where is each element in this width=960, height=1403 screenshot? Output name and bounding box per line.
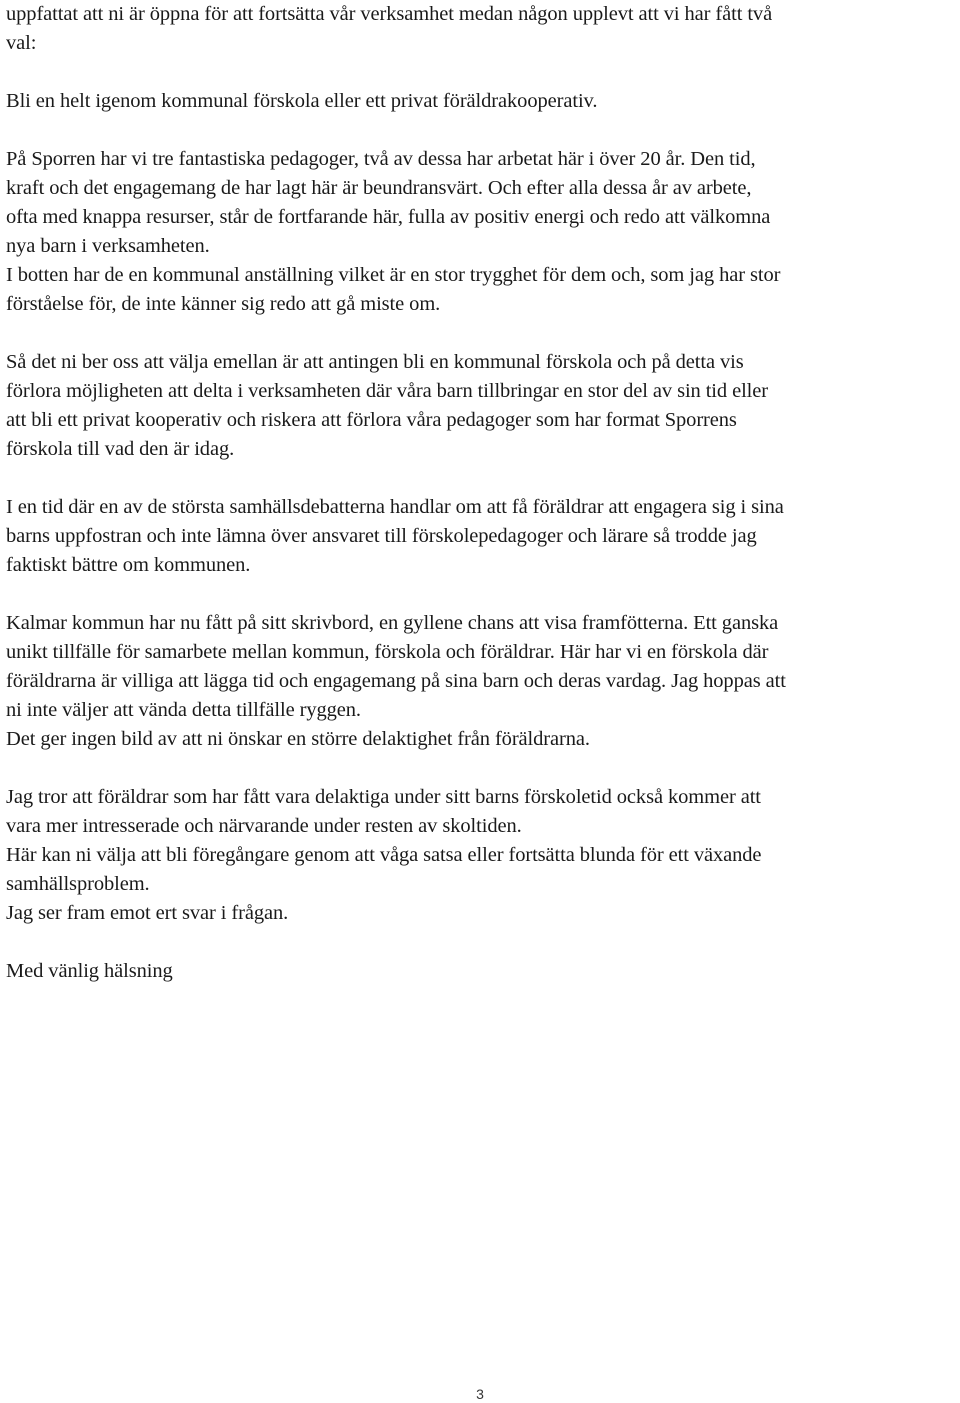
paragraph [6, 87, 956, 116]
document-body [6, 0, 956, 986]
text-line: Här kan ni välja att bli föregångare genom att våga satsa eller fortsätta blunda för ett växande [6, 844, 762, 866]
text-line: förlora möjligheten att delta i verksamheten där våra barn tillbringar en stor del av sin tid eller [6, 380, 768, 402]
text-line: ni inte väljer att vända detta tillfälle ryggen. [6, 699, 361, 721]
paragraph-spacer [6, 116, 956, 145]
text-line: unikt tillfälle för samarbete mellan kommun, förskola och föräldrar. Här har vi en förskola där [6, 641, 769, 663]
text-line: att bli ett privat kooperativ och riskera att förlora våra pedagoger som har format Sporrens [6, 409, 737, 431]
text-line: ofta med knappa resurser, står de fortfarande här, fulla av positiv energi och redo att välkomna [6, 206, 771, 228]
text-line: vara mer intresserade och närvarande under resten av skoltiden. [6, 815, 522, 837]
text-line: Med vänlig hälsning [6, 960, 173, 982]
text-line: Så det ni ber oss att välja emellan är att antingen bli en kommunal förskola och på detta vis [6, 351, 744, 373]
text-line: faktiskt bättre om kommunen. [6, 554, 251, 576]
text-line: Jag tror att föräldrar som har fått vara delaktiga under sitt barns förskoletid också kommer att [6, 786, 761, 808]
paragraph [6, 348, 956, 464]
paragraph-spacer [6, 464, 956, 493]
text-line: Det ger ingen bild av att ni önskar en större delaktighet från föräldrarna. [6, 728, 590, 750]
text-line: förskola till vad den är idag. [6, 438, 235, 460]
text-line: Kalmar kommun har nu fått på sitt skrivbord, en gyllene chans att visa framfötterna. Ett ganska [6, 612, 779, 634]
paragraph [6, 145, 956, 319]
paragraph-spacer [6, 928, 956, 957]
text-line: Bli en helt igenom kommunal förskola eller ett privat föräldrakooperativ. [6, 90, 598, 112]
paragraph [6, 609, 956, 754]
text-line: I botten har de en kommunal anställning vilket är en stor trygghet för dem och, som jag har stor [6, 264, 781, 286]
paragraph-spacer [6, 754, 956, 783]
paragraph-spacer [6, 580, 956, 609]
text-line: samhällsproblem. [6, 873, 150, 895]
text-line: uppfattat att ni är öppna för att fortsätta vår verksamhet medan någon upplevt att vi har fått två [6, 3, 773, 25]
document-page [6, 0, 956, 986]
text-line: I en tid där en av de största samhällsdebatterna handlar om att få föräldrar att engagera sig i sina [6, 496, 784, 518]
paragraph [6, 783, 956, 928]
paragraph-spacer [6, 319, 956, 348]
page-number: 3 [476, 1386, 484, 1402]
paragraph [6, 0, 956, 58]
text-line: barns uppfostran och inte lämna över ansvaret till förskolepedagoger och lärare så trodde jag [6, 525, 757, 547]
text-line: förståelse för, de inte känner sig redo att gå miste om. [6, 293, 441, 315]
text-line: kraft och det engagemang de har lagt här är beundransvärt. Och efter alla dessa år av arbete, [6, 177, 752, 199]
text-line: nya barn i verksamheten. [6, 235, 210, 257]
paragraph-spacer [6, 58, 956, 87]
text-line: Jag ser fram emot ert svar i frågan. [6, 902, 289, 924]
text-line: föräldrarna är villiga att lägga tid och engagemang på sina barn och deras vardag. Jag hoppas att [6, 670, 786, 692]
paragraph [6, 493, 956, 580]
text-line: På Sporren har vi tre fantastiska pedagoger, två av dessa har arbetat här i över 20 år. Den tid, [6, 148, 756, 170]
paragraph [6, 957, 956, 986]
text-line: val: [6, 32, 37, 54]
